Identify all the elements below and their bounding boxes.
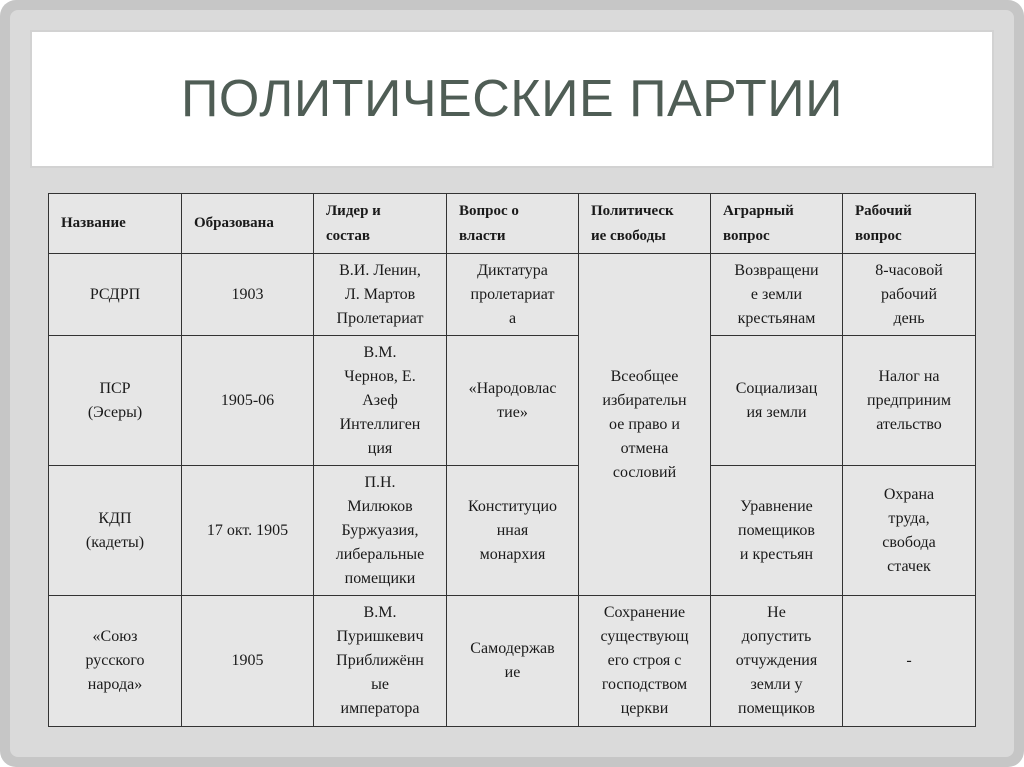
table-row: [49, 254, 976, 336]
agrarian-cell: Возвращени е земли крестьянам: [711, 254, 843, 336]
table-row: [49, 466, 976, 596]
header-freedoms: Политическ ие свободы: [579, 194, 711, 254]
leader-cell: В.И. Ленин, Л. Мартов Пролетариат: [314, 254, 447, 336]
founded-cell: 1905: [182, 596, 314, 727]
party-name-cell: ПСР (Эсеры): [49, 336, 182, 466]
party-name-cell: РСДРП: [49, 254, 182, 336]
agrarian-cell: Социализац ия земли: [711, 336, 843, 466]
header-name: Название: [49, 194, 182, 254]
parties-table: [48, 193, 976, 727]
table-header-row: [49, 194, 976, 254]
power-cell: Самодержав ие: [447, 596, 579, 727]
party-name-cell: КДП (кадеты): [49, 466, 182, 596]
party-name-cell: «Союз русского народа»: [49, 596, 182, 727]
table-row: [49, 336, 976, 466]
slide-title: ПОЛИТИЧЕСКИЕ ПАРТИИ: [181, 70, 843, 128]
founded-cell: 1905-06: [182, 336, 314, 466]
header-leader: Лидер и состав: [314, 194, 447, 254]
founded-cell: 17 окт. 1905: [182, 466, 314, 596]
agrarian-cell: Не допустить отчуждения земли у помещиков: [711, 596, 843, 727]
title-box: [30, 30, 994, 168]
header-agrarian: Аграрный вопрос: [711, 194, 843, 254]
leader-cell: В.М. Пуришкевич Приближённ ые императора: [314, 596, 447, 727]
header-power: Вопрос о власти: [447, 194, 579, 254]
power-cell: Диктатура пролетариат а: [447, 254, 579, 336]
table-row: [49, 596, 976, 727]
founded-cell: 1903: [182, 254, 314, 336]
labor-cell: Охрана труда, свобода стачек: [843, 466, 976, 596]
header-founded: Образована: [182, 194, 314, 254]
leader-cell: П.Н. Милюков Буржуазия, либеральные помещики: [314, 466, 447, 596]
freedoms-cell: Сохранение существующ его строя с господством церкви: [579, 596, 711, 727]
agrarian-cell: Уравнение помещиков и крестьян: [711, 466, 843, 596]
labor-cell: 8-часовой рабочий день: [843, 254, 976, 336]
power-cell: Конституцио нная монархия: [447, 466, 579, 596]
header-labor: Рабочий вопрос: [843, 194, 976, 254]
labor-cell: Налог на предприним ательство: [843, 336, 976, 466]
labor-cell: -: [843, 596, 976, 727]
leader-cell: В.М. Чернов, Е. Азеф Интеллиген ция: [314, 336, 447, 466]
freedoms-cell-merged: Всеобщее избирательн ое право и отмена сословий: [579, 254, 711, 596]
power-cell: «Народовлас тие»: [447, 336, 579, 466]
